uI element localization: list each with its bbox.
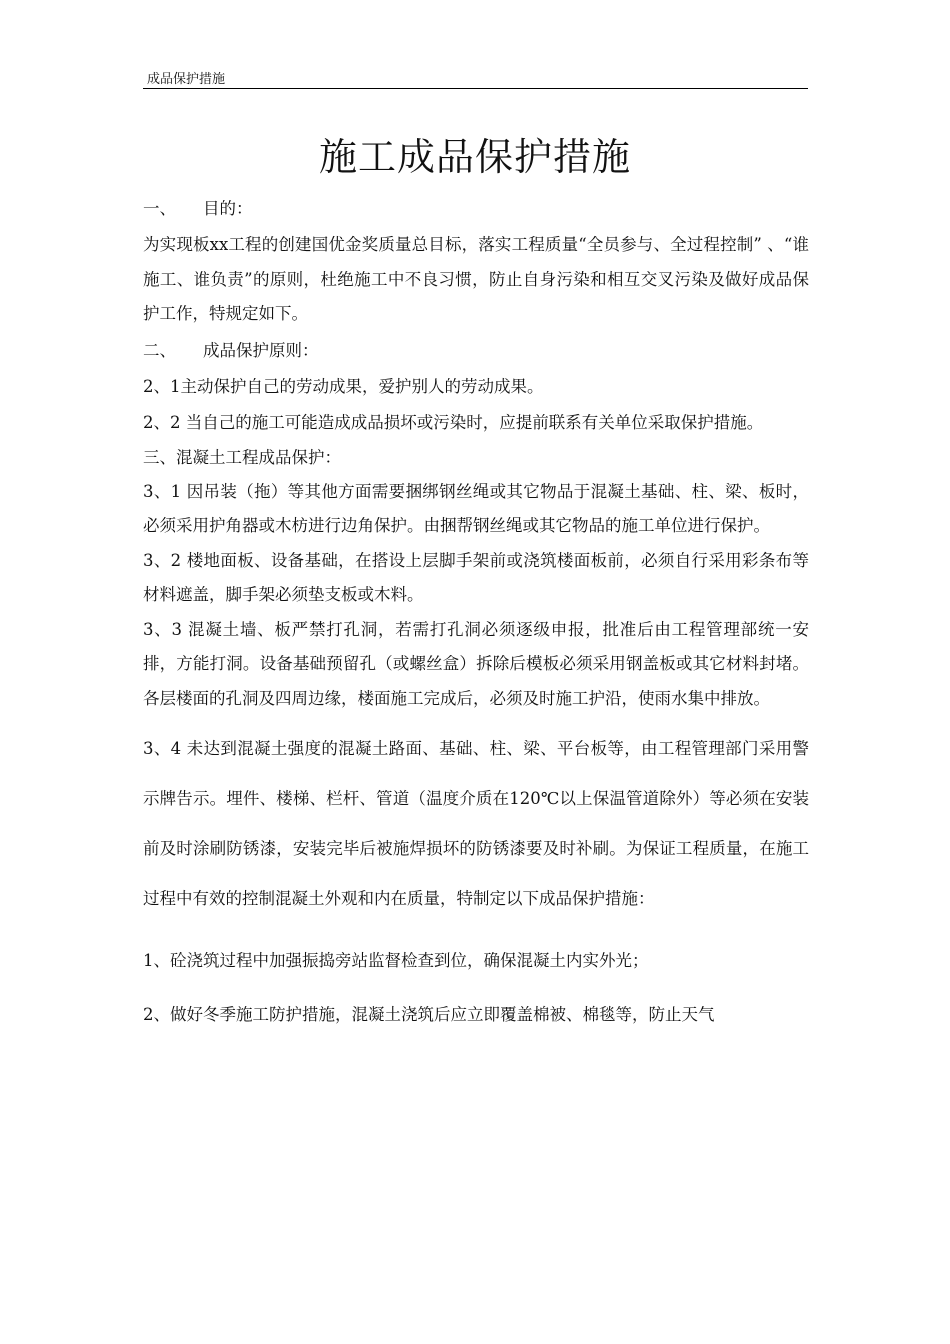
- section-heading-concrete: 三、混凝土工程成品保护：: [143, 447, 341, 467]
- document-body: [143, 192, 809, 1032]
- list-item: 3、4 未达到混凝土强度的混凝土路面、基础、柱、梁、平台板等，由工程管理部门采用警示牌告示。埋件、楼梯、栏杆、管道（温度介质在120℃以上保温管道除外）等必须在安装前及时涂刷防锈漆，安装完毕后被施焊损坏的防锈漆要及时补刷。为保证工程质量，在施工过程中有效的控制混凝土外观和内在质量，特制定以下成品保护措施：: [143, 739, 809, 908]
- section-number: 二、: [143, 340, 176, 360]
- header-divider: [143, 88, 808, 89]
- list-item: 2、2 当自己的施工可能造成成品损坏或污染时，应提前联系有关单位采取保护措施。: [143, 412, 764, 432]
- section-number: 一、: [143, 199, 176, 218]
- list-item: 3、2 楼地面板、设备基础，在搭设上层脚手架前或浇筑楼面板前，必须自行采用彩条布等材料遮盖，脚手架必须垫支板或木料。: [143, 550, 809, 604]
- paragraph-purpose: 为实现板xx工程的创建国优金奖质量总目标，落实工程质量“全员参与、全过程控制” 、“谁施工、谁负责”的原则，杜绝施工中不良习惯，防止自身污染和相互交叉污染及做好成品保护工作，特规定如下。: [143, 235, 809, 323]
- measure-item: 1、砼浇筑过程中加强振捣旁站监督检查到位，确保混凝土内实外光；: [143, 951, 649, 970]
- running-header: 成品保护措施: [147, 72, 226, 87]
- section-title: 成品保护原则：: [203, 340, 319, 360]
- section-title: 目的：: [203, 199, 253, 218]
- list-item: 3、1 因吊装（拖）等其他方面需要捆绑钢丝绳或其它物品于混凝土基础、柱、梁、板时，必须采用护角器或木枋进行边角保护。由捆帮钢丝绳或其它物品的施工单位进行保护。: [143, 481, 809, 535]
- list-item: 2、1主动保护自己的劳动成果，爱护别人的劳动成果。: [143, 376, 544, 396]
- document-title: 施工成品保护措施: [318, 135, 631, 180]
- measure-item: 2、做好冬季施工防护措施，混凝土浇筑后应立即覆盖棉被、棉毯等，防止天气: [143, 1005, 715, 1024]
- section-heading-principles: [143, 334, 809, 368]
- section-heading-purpose: [143, 192, 809, 226]
- list-item: 3、3 混凝土墙、板严禁打孔洞，若需打孔洞必须逐级申报，批准后由工程管理部统一安排，方能打洞。设备基础预留孔（或螺丝盒）拆除后模板必须采用钢盖板或其它材料封堵。各层楼面的孔洞及四周边缘，楼面施工完成后，必须及时施工护沿，使雨水集中排放。: [143, 619, 809, 708]
